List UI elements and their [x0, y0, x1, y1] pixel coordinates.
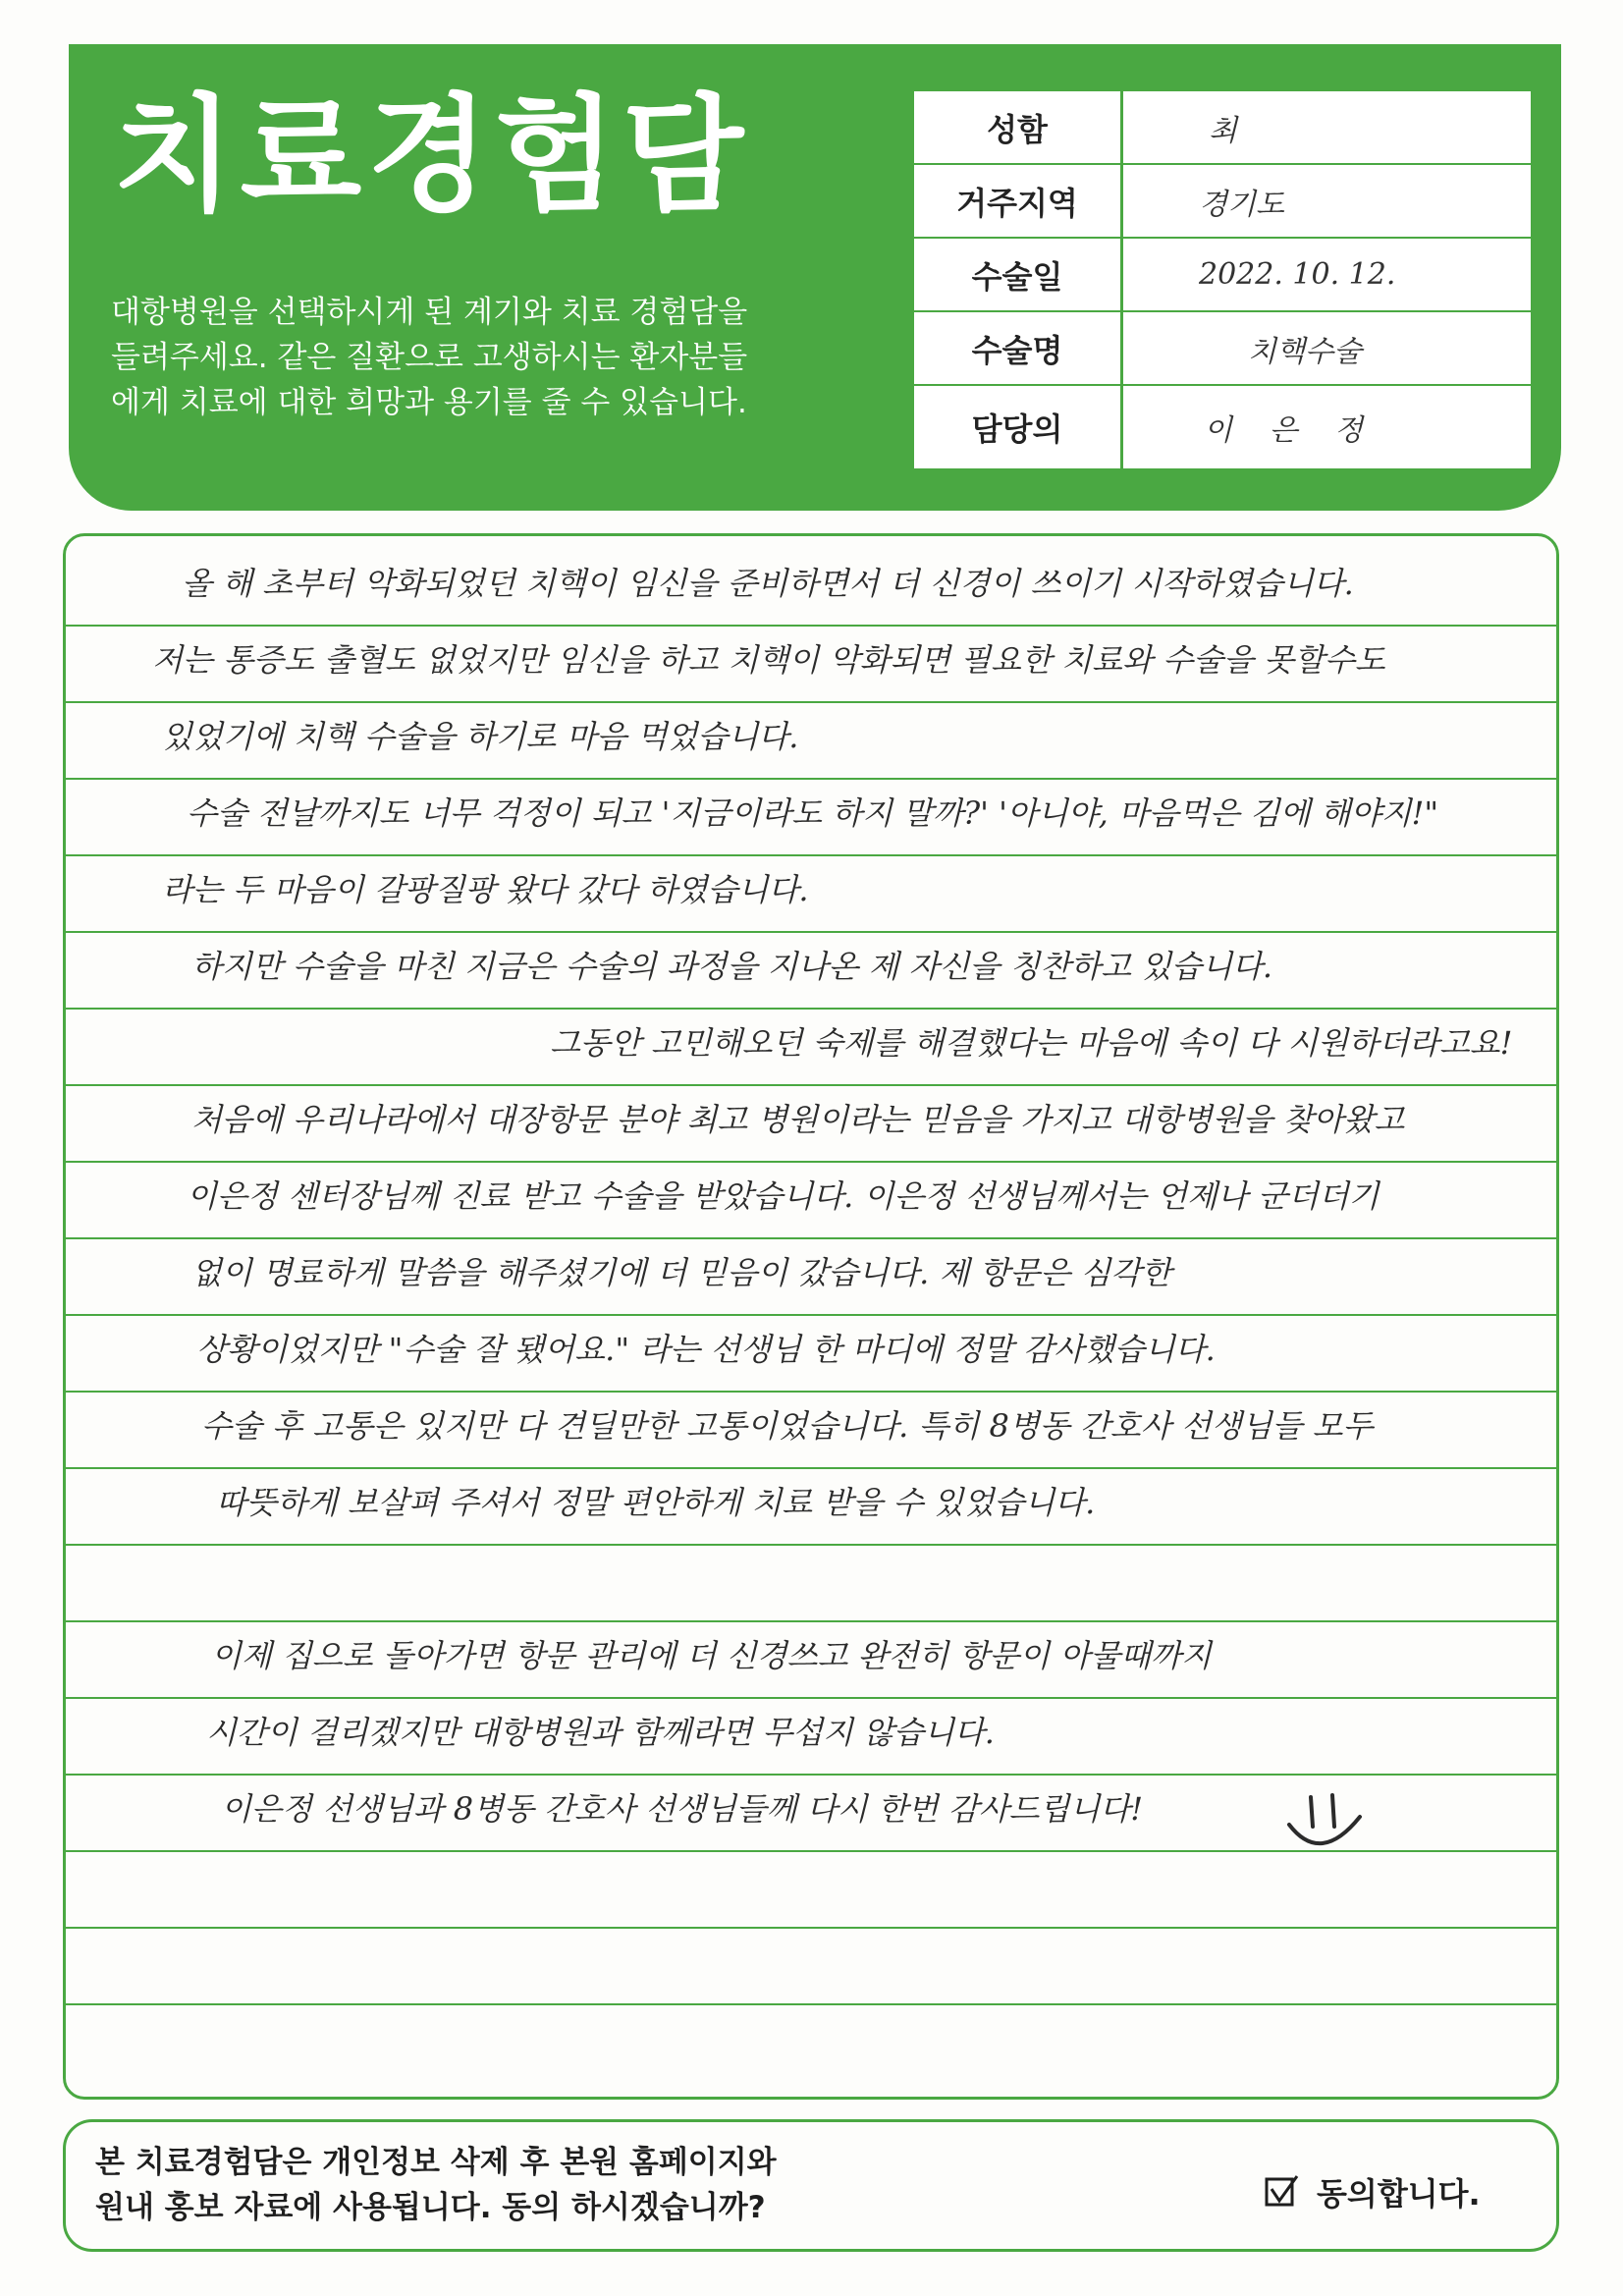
ruled-line [66, 1774, 1556, 1776]
name-label: 성함 [914, 91, 1123, 163]
letter-line-3: 있었기에 치핵 수술을 하기로 마음 먹었습니다. [162, 718, 799, 755]
letter-line-11: 상황이었지만 "수술 잘 됐어요." 라는 선생님 한 마디에 정말 감사했습니다. [196, 1331, 1216, 1368]
ruled-line [66, 2003, 1556, 2005]
ruled-line [66, 1237, 1556, 1239]
agree-label: 동의합니다. [1317, 2175, 1481, 2213]
letter-writing-area[interactable] [63, 533, 1559, 2100]
agree-option[interactable] [1264, 2169, 1481, 2214]
letter-line-6: 하지만 수술을 마친 지금은 수술의 과정을 지나온 제 자신을 칭찬하고 있습니다. [191, 948, 1273, 985]
surgery-date-field[interactable]: 2022. 10. 12. [1199, 257, 1396, 292]
ruled-line [66, 625, 1556, 627]
info-row-region [914, 165, 1531, 239]
intro-text [111, 290, 896, 425]
letter-line-9: 이은정 센터장님께 진료 받고 수술을 받았습니다. 이은정 선생님께서는 언제나 군더더기 [187, 1177, 1380, 1215]
ruled-line [66, 701, 1556, 703]
info-row-doctor [914, 386, 1531, 468]
info-row-name [914, 91, 1531, 165]
ruled-line [66, 1314, 1556, 1316]
letter-line-5: 라는 두 마음이 갈팡질팡 왔다 갔다 하였습니다. [162, 871, 809, 908]
letter-line-15: 이제 집으로 돌아가면 항문 관리에 더 신경쓰고 완전히 항문이 아물때까지 [211, 1637, 1212, 1674]
info-row-surgery [914, 312, 1531, 386]
letter-line-2: 저는 통증도 출혈도 없었지만 임신을 하고 치핵이 악화되면 필요한 치료와 수술을 못할수도 [152, 641, 1385, 679]
letter-line-7: 그동안 고민해오던 숙제를 해결했다는 마음에 속이 다 시원하더라고요! [550, 1024, 1513, 1062]
letter-line-17: 이은정 선생님과 8병동 간호사 선생님들께 다시 한번 감사드립니다! [221, 1790, 1144, 1828]
intro-line-2: 들려주세요. 같은 질환으로 고생하시는 환자분들 [111, 340, 748, 375]
surgery-date-label: 수술일 [914, 239, 1123, 310]
patient-info-table [911, 88, 1534, 471]
letter-line-1: 올 해 초부터 악화되었던 치핵이 임신을 준비하면서 더 신경이 쓰이기 시작하였습니다. [182, 565, 1354, 602]
info-row-date [914, 239, 1531, 312]
intro-line-3: 에게 치료에 대한 희망과 용기를 줄 수 있습니다. [111, 385, 747, 420]
doctor-field[interactable]: 이 은 정 [1204, 413, 1378, 448]
doctor-label: 담당의 [914, 386, 1123, 468]
ruled-line [66, 1697, 1556, 1699]
name-field[interactable]: 최 [1209, 113, 1237, 148]
ruled-line [66, 1927, 1556, 1929]
ruled-line [66, 1084, 1556, 1086]
smiley-icon [1281, 1787, 1370, 1856]
ruled-line [66, 854, 1556, 856]
ruled-line [66, 1620, 1556, 1622]
letter-line-4: 수술 전날까지도 너무 걱정이 되고 '지금이라도 하지 말까?' '아니야, 마음먹은 김에 해야지!" [187, 794, 1439, 832]
ruled-line [66, 1161, 1556, 1163]
ruled-line [66, 1391, 1556, 1393]
region-field[interactable]: 경기도 [1199, 187, 1284, 222]
letter-line-16: 시간이 걸리겠지만 대항병원과 함께라면 무섭지 않습니다. [206, 1714, 995, 1751]
ruled-line [66, 931, 1556, 933]
consent-line-1: 본 치료경험담은 개인정보 삭제 후 본원 홈페이지와 [95, 2145, 777, 2180]
letter-line-10: 없이 명료하게 말씀을 해주셨기에 더 믿음이 갔습니다. 제 항문은 심각한 [191, 1254, 1172, 1291]
surgery-name-field[interactable]: 치핵수술 [1248, 334, 1362, 369]
consent-box [63, 2119, 1559, 2252]
ruled-line [66, 778, 1556, 780]
intro-line-1: 대항병원을 선택하시게 된 계기와 치료 경험담을 [111, 295, 748, 330]
consent-text [95, 2140, 777, 2230]
surgery-name-label: 수술명 [914, 312, 1123, 384]
ruled-line [66, 1008, 1556, 1010]
region-label: 거주지역 [914, 165, 1123, 237]
letter-line-8: 처음에 우리나라에서 대장항문 분야 최고 병원이라는 믿음을 가지고 대항병원을 찾아왔고 [191, 1101, 1405, 1138]
ruled-line [66, 1467, 1556, 1469]
consent-line-2: 원내 홍보 자료에 사용됩니다. 동의 하시겠습니까? [95, 2190, 766, 2225]
letter-line-12: 수술 후 고통은 있지만 다 견딜만한 고통이었습니다. 특히 8병동 간호사 선생님들 모두 [201, 1407, 1374, 1445]
letter-line-13: 따뜻하게 보살펴 주셔서 정말 편안하게 치료 받을 수 있었습니다. [216, 1484, 1096, 1521]
ruled-line [66, 1544, 1556, 1546]
page-title: 치료경험담 [113, 82, 750, 229]
agree-checkbox[interactable] [1264, 2173, 1301, 2211]
